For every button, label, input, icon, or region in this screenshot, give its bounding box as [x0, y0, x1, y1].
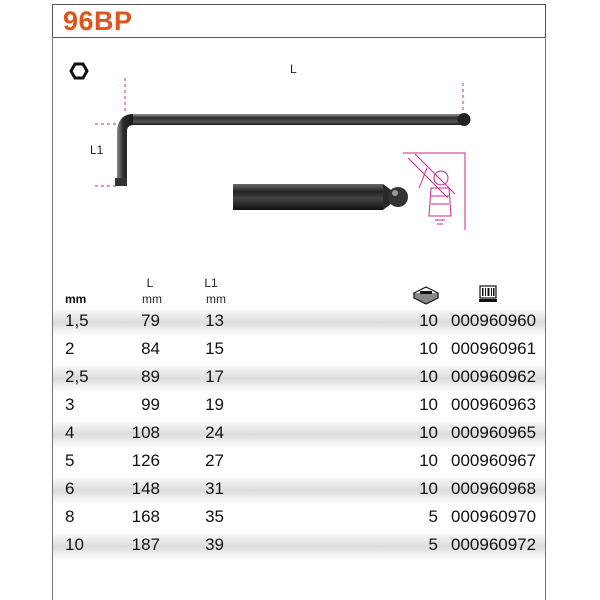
table-row [53, 364, 545, 392]
cell-article-code: 000960962 [451, 367, 537, 386]
cell-short-length: 35 [205, 507, 224, 526]
hexagon-icon [71, 64, 87, 78]
header-l1-name: L1 [204, 276, 218, 290]
cell-size: 4 [65, 423, 75, 442]
cell-quantity: 5 [428, 507, 438, 526]
table-row [53, 308, 545, 336]
cell-short-length: 27 [205, 451, 224, 470]
cell-size: 2 [65, 339, 75, 358]
cell-length: 84 [141, 339, 160, 358]
cell-article-code: 000960972 [451, 535, 537, 554]
cell-short-length: 19 [205, 395, 224, 414]
barcode-icon [478, 284, 498, 304]
cell-quantity: 10 [419, 339, 438, 358]
dimension-lines [95, 78, 463, 186]
label-length: L [290, 62, 297, 76]
cell-article-code: 000960968 [451, 479, 537, 498]
cell-article-code: 000960963 [451, 395, 537, 414]
cell-short-length: 17 [205, 367, 224, 386]
product-title: 96BP [63, 6, 133, 36]
cell-quantity: 10 [419, 423, 438, 442]
cell-size: 8 [65, 507, 75, 526]
cell-size: 3 [65, 395, 75, 414]
header-l1-unit: mm [206, 292, 226, 306]
cell-length: 168 [131, 507, 160, 526]
cell-quantity: 10 [419, 451, 438, 470]
cell-quantity: 10 [419, 311, 438, 330]
header-size-unit: mm [65, 292, 87, 306]
cell-article-code: 000960960 [451, 311, 537, 330]
cell-article-code: 000960970 [451, 507, 537, 526]
cell-length: 108 [131, 423, 160, 442]
table-row [53, 420, 545, 448]
cell-length: 89 [141, 367, 160, 386]
cell-short-length: 31 [205, 479, 224, 498]
cell-length: 79 [141, 311, 160, 330]
cell-length: 126 [131, 451, 160, 470]
cell-size: 5 [65, 451, 75, 470]
cell-quantity: 10 [419, 479, 438, 498]
l-key-illustration [115, 113, 471, 186]
table-row [53, 392, 545, 420]
cell-short-length: 39 [205, 535, 224, 554]
frame-right-border [545, 37, 546, 600]
cell-length: 187 [131, 535, 160, 554]
cell-short-length: 15 [205, 339, 224, 358]
hex-key-drawing [53, 38, 545, 238]
angle-detail-diagram [403, 153, 465, 230]
header-l-unit: mm [142, 292, 162, 306]
header-l-name: L [146, 276, 154, 290]
table-row [53, 476, 545, 504]
cell-article-code: 000960965 [451, 423, 537, 442]
cell-size: 10 [65, 535, 84, 554]
table-row [53, 532, 545, 560]
cell-short-length: 24 [205, 423, 224, 442]
cell-size: 6 [65, 479, 75, 498]
cell-article-code: 000960967 [451, 451, 537, 470]
title-box [52, 4, 546, 38]
cell-length: 148 [131, 479, 160, 498]
table-row [53, 448, 545, 476]
cell-size: 1,5 [65, 311, 89, 330]
cell-short-length: 13 [205, 311, 224, 330]
table-row [53, 336, 545, 364]
cell-length: 99 [141, 395, 160, 414]
cell-article-code: 000960961 [451, 339, 537, 358]
table-row [53, 504, 545, 532]
package-icon [412, 285, 440, 305]
ball-end-closeup [233, 184, 408, 210]
cell-quantity: 5 [428, 535, 438, 554]
label-short-length: L1 [90, 143, 104, 157]
cell-quantity: 10 [419, 395, 438, 414]
cell-quantity: 10 [419, 367, 438, 386]
cell-size: 2,5 [65, 367, 89, 386]
